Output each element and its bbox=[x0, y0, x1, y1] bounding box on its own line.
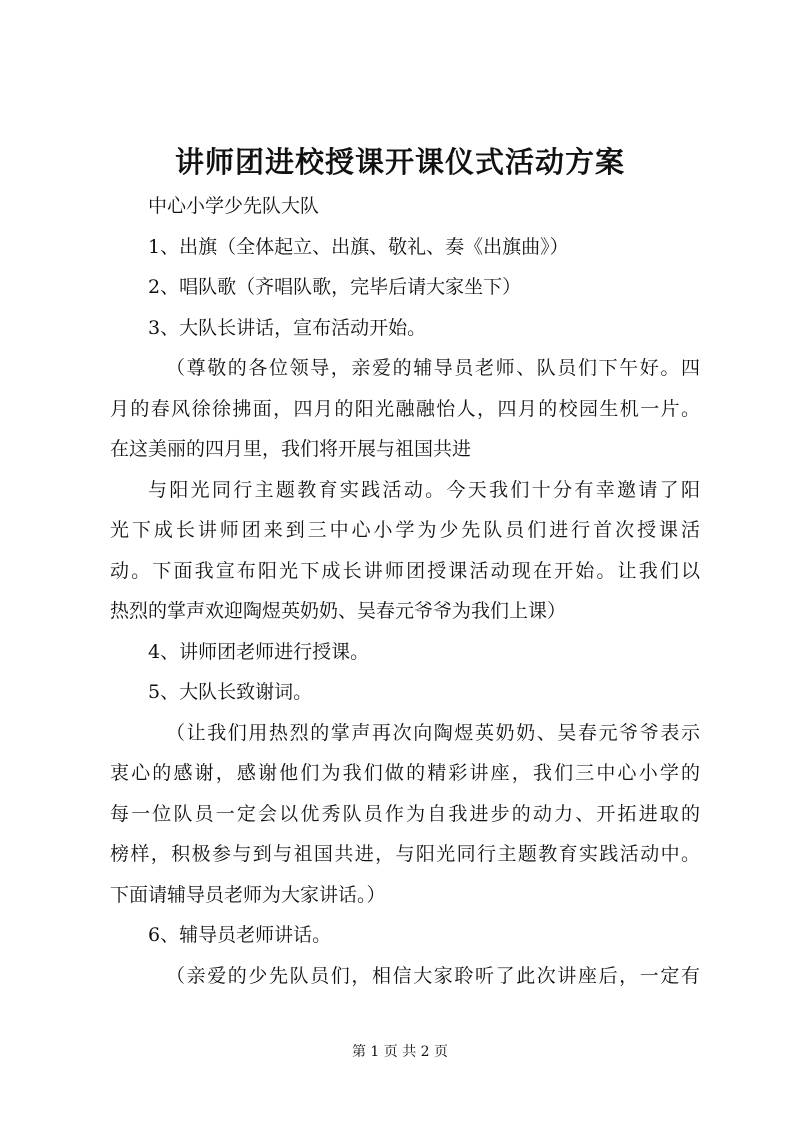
body-line: 在这美丽的四月里，我们将开展与祖国共进 bbox=[110, 438, 472, 460]
body-line: 与阳光同行主题教育实践活动。今天我们十分有幸邀请了阳 bbox=[148, 478, 700, 501]
body-line: 衷心的感谢，感谢他们为我们做的精彩讲座，我们三中心小学的 bbox=[110, 762, 700, 784]
body-line: 热烈的掌声欢迎陶煜英奶奶、吴春元爷爷为我们上课） bbox=[110, 600, 567, 622]
page-footer: 第 1 页 共 2 页 bbox=[351, 1044, 449, 1060]
body-line: （亲爱的少先队员们，相信大家聆听了此次讲座后，一定有 bbox=[166, 964, 700, 987]
body-line: 1、出旗（全体起立、出旗、敬礼、奏《出旗曲》） bbox=[148, 235, 569, 258]
body-line: 3、大队长讲话，宣布活动开始。 bbox=[148, 316, 427, 339]
document-body bbox=[110, 186, 700, 996]
body-line: 光下成长讲师团来到三中心小学为少先队员们进行首次授课活 bbox=[110, 519, 700, 541]
body-line: 中心小学少先队大队 bbox=[148, 195, 320, 217]
body-line: 每一位队员一定会以优秀队员作为自我进步的动力、开拓进取的 bbox=[110, 802, 700, 825]
body-line: 5、大队长致谢词。 bbox=[148, 681, 313, 703]
document-title: 讲师团进校授课开课仪式活动方案 bbox=[174, 145, 625, 179]
body-line: （让我们用热烈的掌声再次向陶煜英奶奶、吴春元爷爷表示 bbox=[166, 721, 700, 744]
body-line: 动。下面我宣布阳光下成长讲师团授课活动现在开始。让我们以 bbox=[110, 559, 700, 582]
body-line: 下面请辅导员老师为大家讲话。） bbox=[110, 883, 386, 906]
body-line: 月的春风徐徐拂面，四月的阳光融融怡人，四月的校园生机一片。 bbox=[110, 397, 700, 420]
body-line: （尊敬的各位领导，亲爱的辅导员老师、队员们下午好。四 bbox=[166, 357, 700, 379]
body-line: 6、辅导员老师讲话。 bbox=[148, 924, 332, 946]
body-line: 榜样，积极参与到与祖国共进，与阳光同行主题教育实践活动中。 bbox=[110, 843, 700, 865]
body-line: 2、唱队歌（齐唱队歌，完毕后请大家坐下） bbox=[148, 276, 522, 298]
body-line: 4、讲师团老师进行授课。 bbox=[148, 640, 370, 663]
